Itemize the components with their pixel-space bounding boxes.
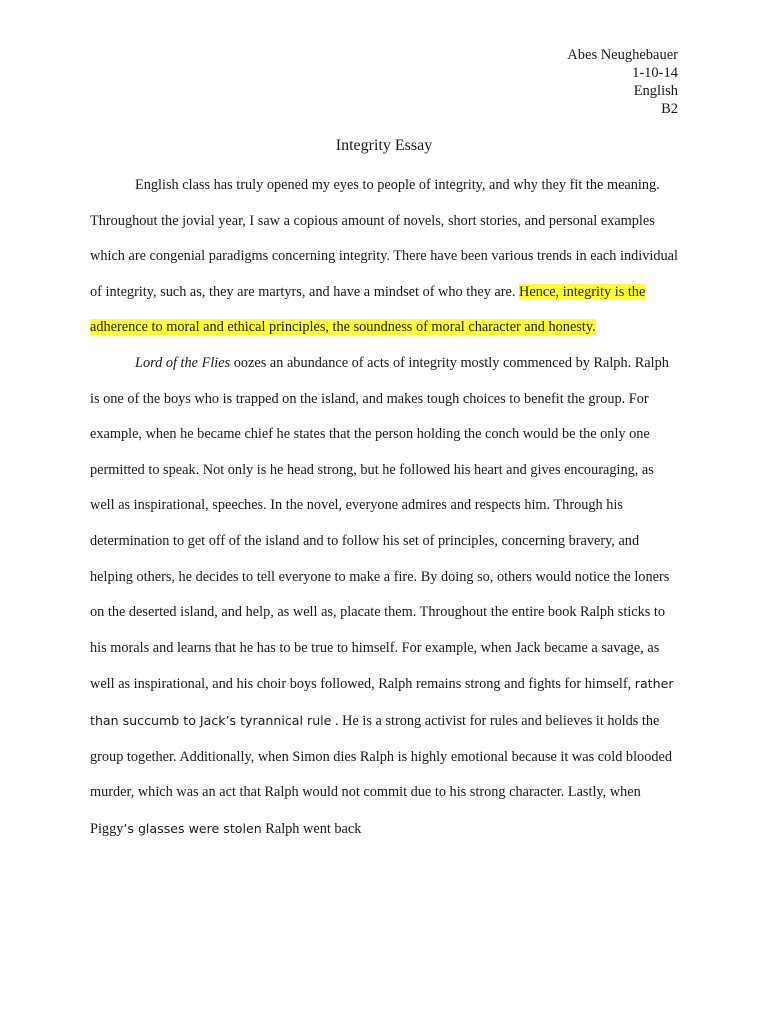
author-name: Abes Neughebauer [567,47,678,63]
essay-date: 1-10-14 [632,65,678,81]
essay-header [567,46,678,118]
body-text-b: . He is a strong activist for rules and believes it holds the group together. Additionally, when Simon dies Ralph is highly emotional because it was cold blooded murder, which was an act that Ralph would not commit due to his strong character. Lastly, when Piggy [90,712,672,837]
body-text-c: Ralph went back [261,820,362,837]
class-subject: English [633,83,678,99]
paragraph-intro [90,168,680,346]
essay-body [90,168,680,847]
intro-text: English class has truly opened my eyes to people of integrity, and why they fit the meaning. Throughout the jovial year, I saw a copious amount of novels, short stories, and personal examples which are congenial paradigms concerning integrity. There have been various trends in each individual of integrity, such as, they are martyrs, and have a mindset of who they are. [90,177,678,300]
body-text-sans-a: rather than succumb to Jack’s tyrannical rule [90,676,674,728]
paragraph-lord-of-the-flies [90,346,680,847]
essay-title: Integrity Essay [335,137,433,154]
highlighted-thesis: Hence, integrity is the adherence to moral and ethical principles, the soundness of moral character and honesty. [90,283,646,336]
class-period: B2 [661,101,678,117]
body-text-a: oozes an abundance of acts of integrity mostly commenced by Ralph. Ralph is one of the boys who is trapped on the island, and makes tough choices to benefit the group. For example, when he became chief he states that the person holding the conch would be the only one permitted to speak. Not only is he head strong, but he followed his heart and gives encouraging, as well as inspirational, speeches. In the novel, everyone admires and respects him. Through his determination to get off of the island and to follow his set of principles, concerning bravery, and helping others, he decides to tell everyone to make a fire. By doing so, others would notice the loners on the deserted island, and help, as well as, placate them. Throughout the entire book Ralph sticks to his morals and learns that he has to be true to himself. For example, when Jack became a savage, as well as inspirational, and his choir boys followed, Ralph remains strong and fights for himself, [90,354,670,693]
book-title: Lord of the Flies [135,354,231,371]
body-text-sans-b: ’s glasses were stolen [123,820,262,836]
